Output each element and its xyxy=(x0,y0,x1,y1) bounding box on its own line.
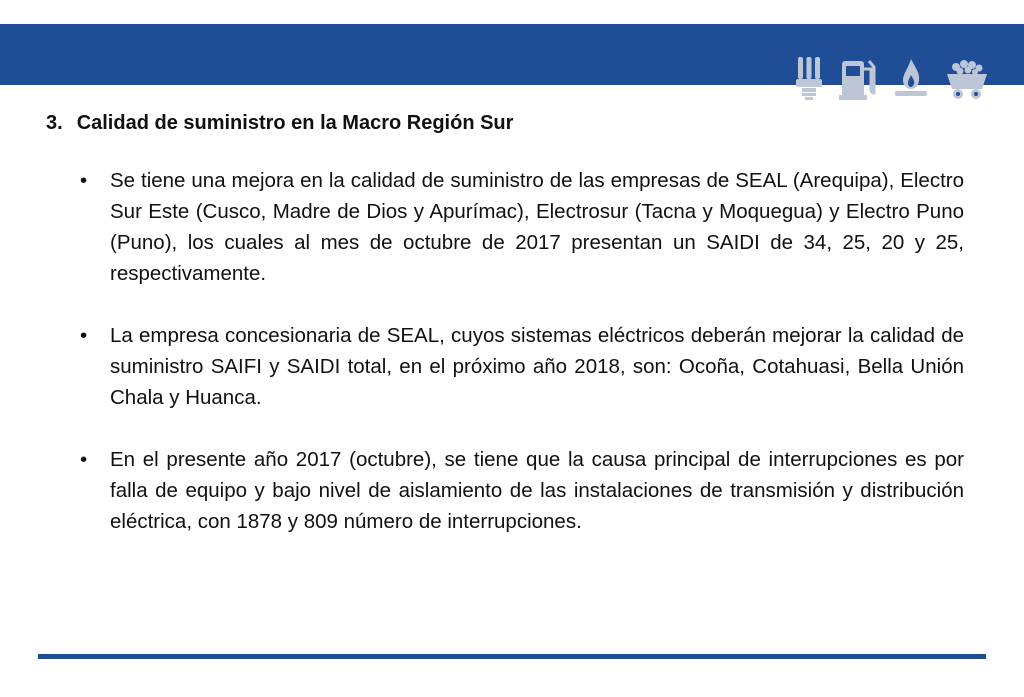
header-icons xyxy=(794,54,990,102)
gas-flame-icon xyxy=(892,55,930,101)
footer-rule xyxy=(38,654,986,659)
bullet-text: Se tiene una mejora en la calidad de suministro de las empresas de SEAL (Arequipa), Electro Sur Este (Cusco, Madre de Dios y Apurímac), Electrosur (Tacna y Moquegua) y Electro Puno (Puno), los cuales al mes de octubre de 2017 presentan un SAIDI de 34, 25, 20 y 25, respectivamente. xyxy=(110,169,964,285)
header-band xyxy=(0,24,1024,85)
bullet-text: La empresa concesionaria de SEAL, cuyos sistemas eléctricos deberán mejorar la calidad de suministro SAIFI y SAIDI total, en el próximo año 2018, son: Ocoña, Cotahuasi, Bella Unión Chala y Huanca. xyxy=(110,324,964,409)
bullet-dot-icon: • xyxy=(80,448,88,471)
bullet-item xyxy=(46,165,964,289)
bullet-item xyxy=(46,320,964,413)
section-heading xyxy=(46,112,964,135)
slide-content xyxy=(46,112,964,568)
bullet-dot-icon: • xyxy=(80,169,88,192)
bullet-dot-icon: • xyxy=(80,324,88,347)
mining-cart-icon xyxy=(944,55,990,101)
section-title: Calidad de suministro en la Macro Región Sur xyxy=(76,112,514,134)
bullet-item xyxy=(46,444,964,537)
lightbulb-icon xyxy=(794,55,824,101)
fuel-pump-icon xyxy=(838,55,878,101)
section-number: 3. xyxy=(46,112,63,134)
bullet-text: En el presente año 2017 (octubre), se tiene que la causa principal de interrupciones es por falla de equipo y bajo nivel de aislamiento de las instalaciones de transmisión y distribución eléctrica, con 1878 y 809 número de interrupciones. xyxy=(110,448,964,533)
